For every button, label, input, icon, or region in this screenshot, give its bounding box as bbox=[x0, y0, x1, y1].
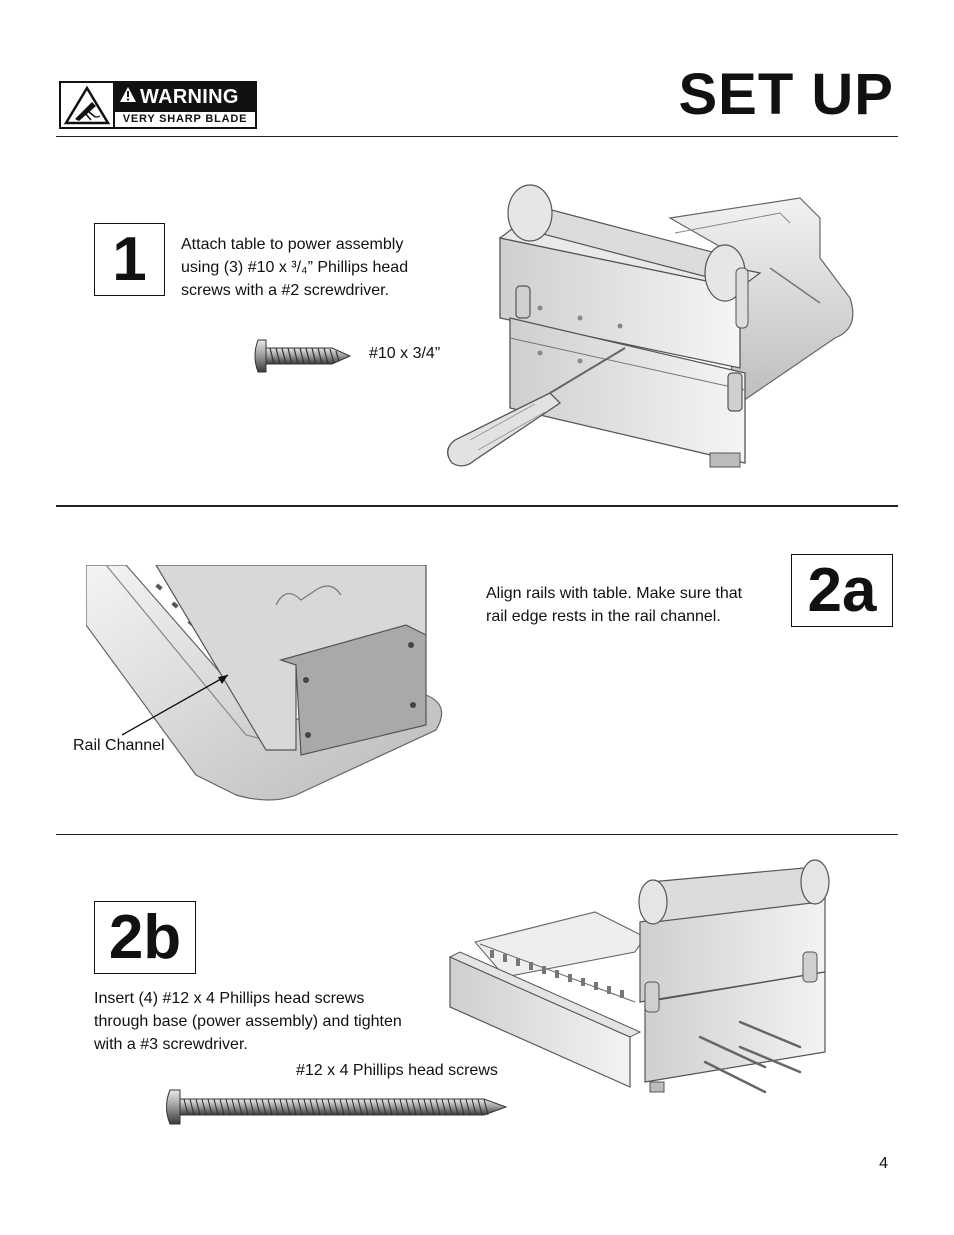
screw-10-label: #10 x 3/4” bbox=[369, 345, 441, 362]
warning-title-text: WARNING bbox=[140, 86, 239, 108]
page-title: SET UP bbox=[678, 62, 894, 127]
section-divider-1 bbox=[56, 505, 898, 507]
step-2b-line: with a #3 screwdriver. bbox=[94, 1036, 248, 1053]
step-1-badge: 1 bbox=[94, 223, 165, 296]
step-2a-badge: 2a bbox=[791, 554, 893, 627]
page-number: 4 bbox=[879, 1155, 888, 1172]
warning-label bbox=[59, 81, 257, 129]
step-1-line: using (3) #10 x ³/₄” Phillips head bbox=[181, 259, 409, 276]
step-1-instructions bbox=[181, 233, 451, 302]
warning-title bbox=[115, 83, 255, 112]
step-2a-line: Align rails with table. Make sure that bbox=[486, 585, 743, 602]
sharp-blade-hazard-icon bbox=[61, 83, 115, 127]
step-2b-badge: 2b bbox=[94, 901, 196, 974]
step-2a-instructions bbox=[486, 582, 786, 628]
step-2b-instructions bbox=[94, 987, 454, 1056]
step-2b-line: Insert (4) #12 x 4 Phillips head screws bbox=[94, 990, 365, 1007]
rail-alignment-illustration bbox=[86, 565, 451, 805]
step-1-line: Attach table to power assembly bbox=[181, 236, 404, 253]
step-2b-line: through base (power assembly) and tighten bbox=[94, 1013, 402, 1030]
base-screw-insertion-illustration bbox=[445, 852, 840, 1102]
section-divider-2 bbox=[56, 834, 898, 835]
screw-10-illustration bbox=[252, 336, 354, 376]
alert-triangle-icon bbox=[119, 83, 137, 112]
warning-subtitle: VERY SHARP BLADE bbox=[122, 113, 248, 125]
power-assembly-illustration bbox=[440, 178, 860, 478]
rail-channel-callout: Rail Channel bbox=[73, 737, 165, 754]
step-1-line: screws with a #2 screwdriver. bbox=[181, 282, 390, 299]
step-2a-line: rail edge rests in the rail channel. bbox=[486, 608, 721, 625]
screw-12-label: #12 x 4 Phillips head screws bbox=[296, 1062, 498, 1079]
header-divider bbox=[56, 136, 898, 137]
